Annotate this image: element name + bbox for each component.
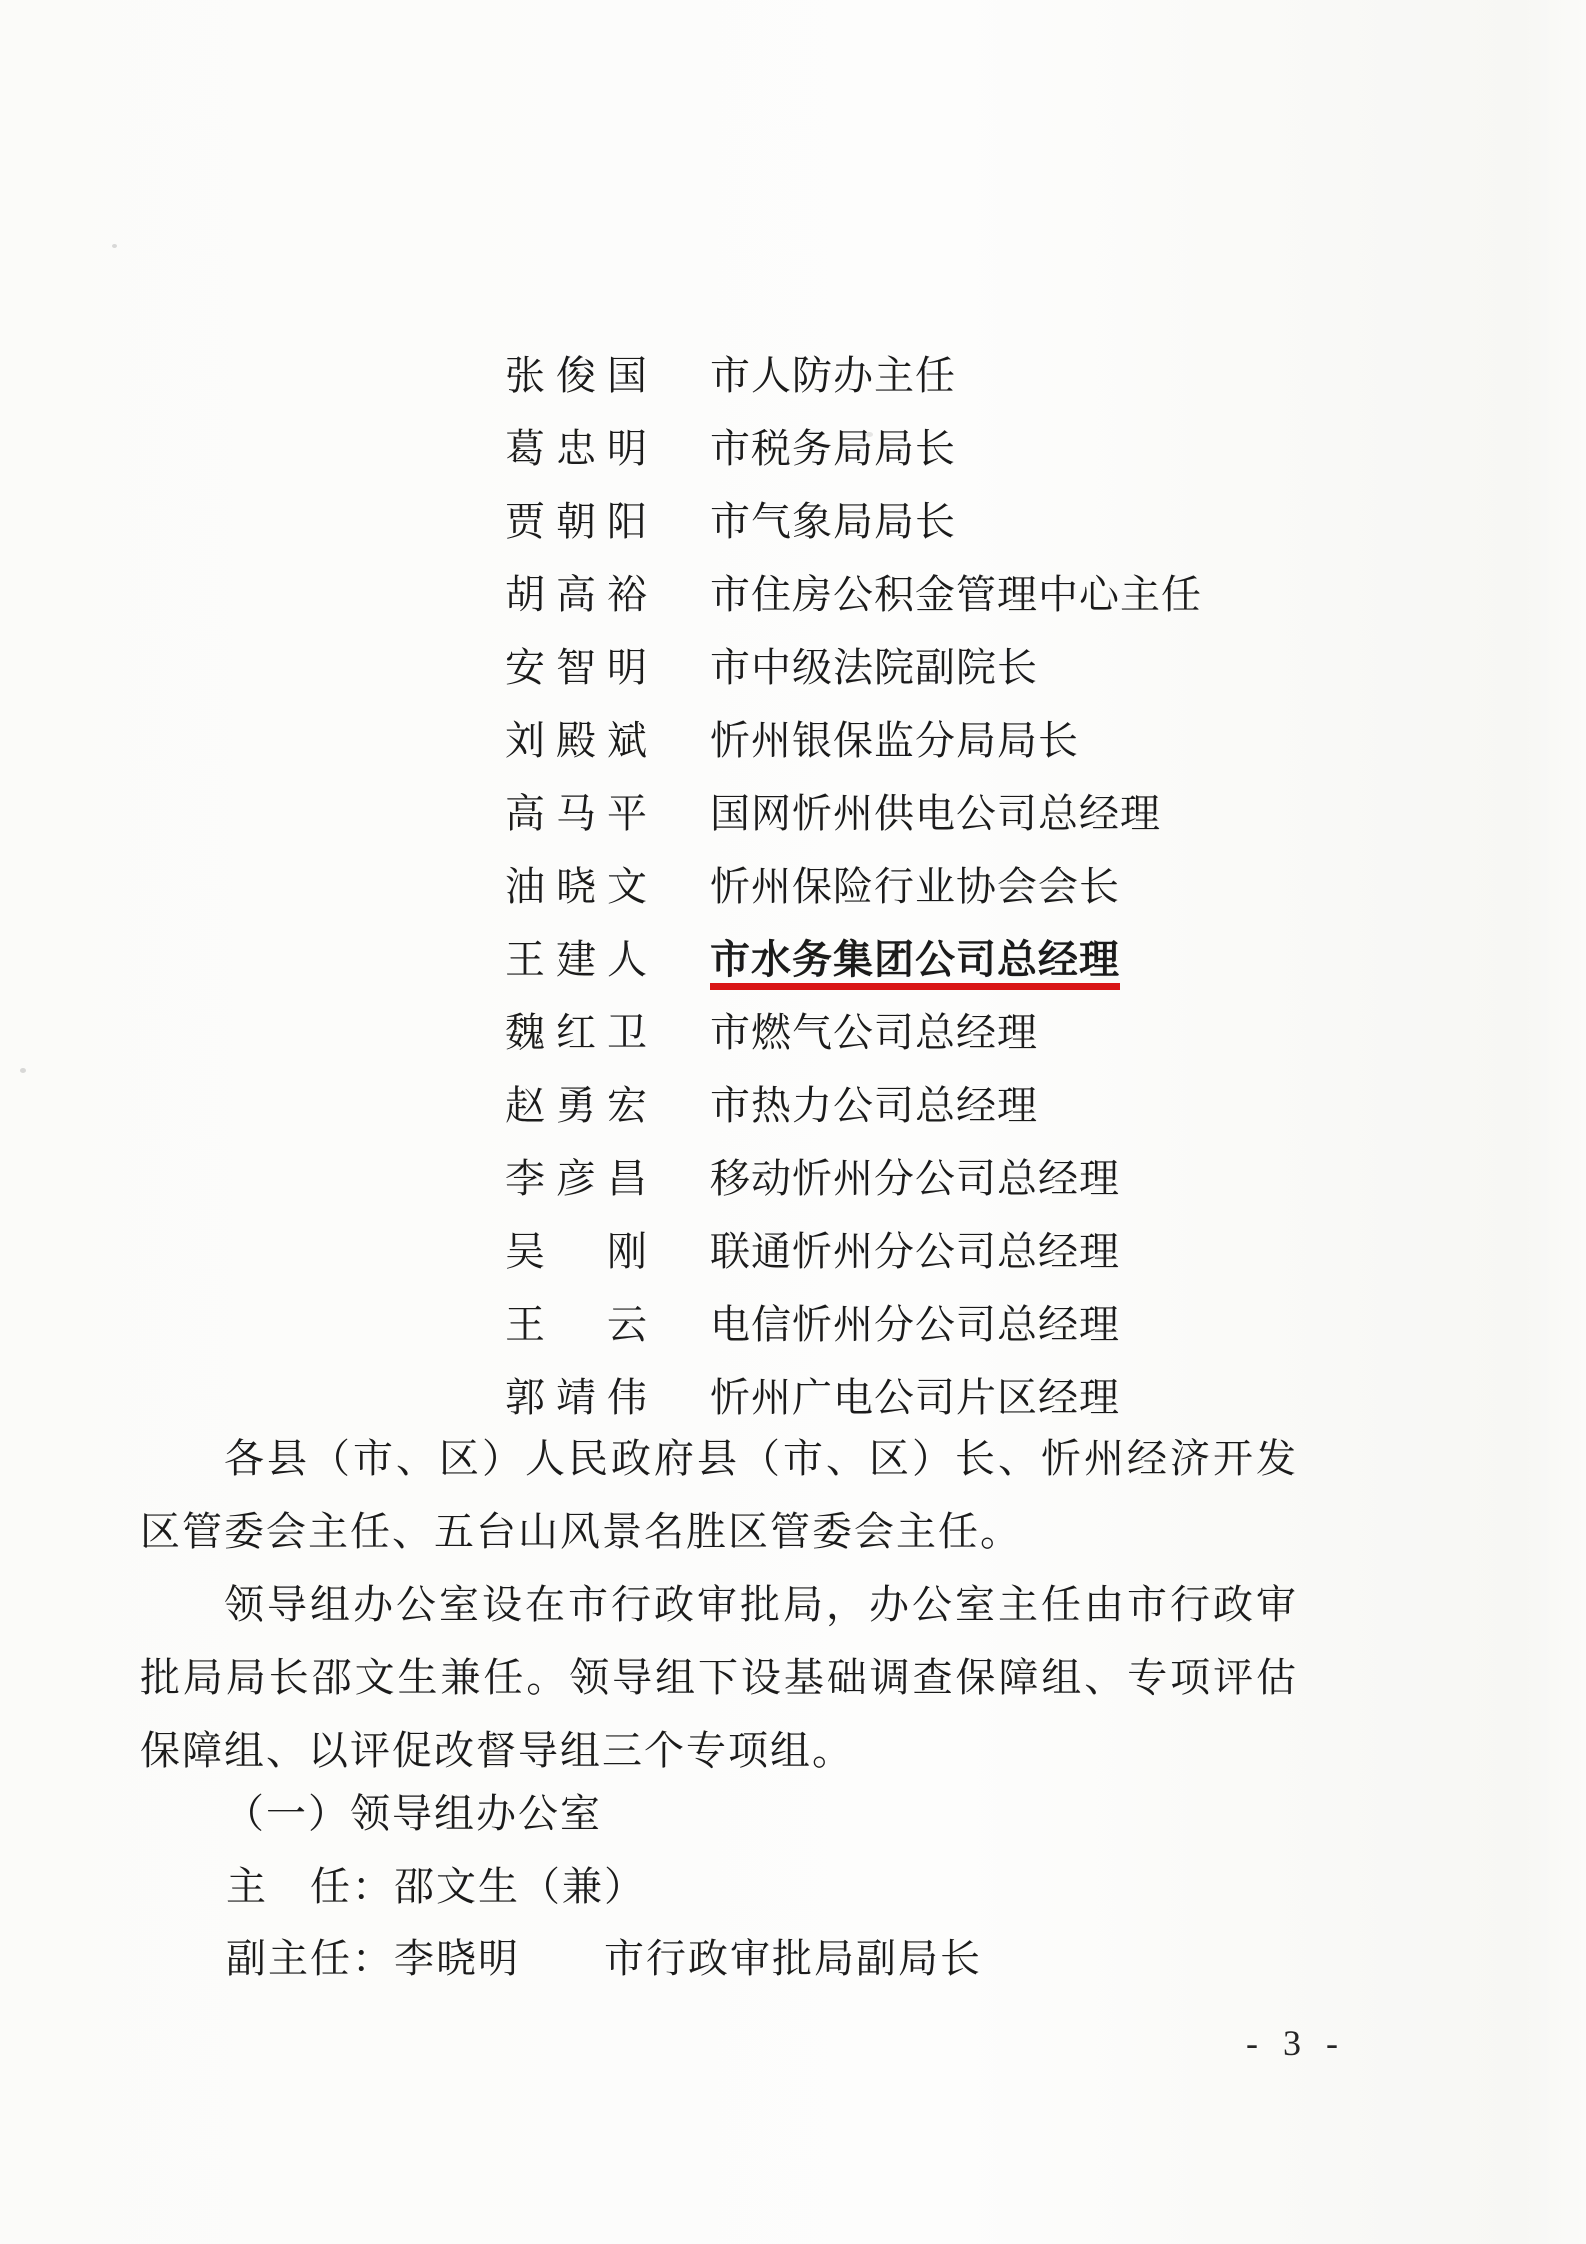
person-title: 忻州银保监分局局长 [710,718,1079,763]
roster-row [505,339,1202,412]
person-title: 国网忻州供电公司总经理 [710,791,1161,836]
person-title: 市水务集团公司总经理 [710,937,1120,990]
person-name: 贾朝阳 [505,499,658,544]
roster-row [505,412,1202,485]
person-name: 胡高裕 [505,572,658,617]
person-title: 市燃气公司总经理 [710,1010,1038,1055]
person-title: 忻州广电公司片区经理 [710,1375,1120,1420]
roster-row [505,850,1202,923]
roster-row [505,631,1202,704]
person-name: 王建人 [505,937,658,982]
roster-row [505,923,1202,996]
person-title: 忻州保险行业协会会长 [710,864,1120,909]
person-name: 王 云 [505,1302,658,1347]
paragraph-county-leaders: 各县（市、区）人民政府县（市、区）长、忻州经济开发区管委会主任、五台山风景名胜区管委会主任。 [140,1436,1298,1554]
section-heading-office: （一）领导组办公室 [224,1791,602,1836]
person-title: 市税务局局长 [710,426,956,471]
scan-speck [866,432,873,437]
person-title: 市热力公司总经理 [710,1083,1038,1128]
director-line: 主 任：邵文生（兼） [226,1864,646,1909]
roster-row [505,777,1202,850]
person-name: 葛忠明 [505,426,658,471]
scan-speck [620,957,628,962]
person-name: 张俊国 [505,353,658,398]
person-title: 市人防办主任 [710,353,956,398]
scan-speck [20,1068,26,1073]
roster-list [505,339,1202,1434]
person-name: 李彦昌 [505,1156,658,1201]
person-title: 电信忻州分公司总经理 [710,1302,1120,1347]
person-name: 油晓文 [505,864,658,909]
roster-row [505,1069,1202,1142]
person-name: 安智明 [505,645,658,690]
roster-row [505,558,1202,631]
person-name: 魏红卫 [505,1010,658,1055]
person-name: 赵勇宏 [505,1083,658,1128]
person-title: 联通忻州分公司总经理 [710,1229,1120,1274]
page-number: - 3 - [1246,2023,1346,2063]
paragraph-office-setup: 领导组办公室设在市行政审批局，办公室主任由市行政审批局局长邵文生兼任。领导组下设基础调查保障组、专项评估保障组、以评促改督导组三个专项组。 [140,1582,1298,1773]
roster-row [505,485,1202,558]
person-title: 市中级法院副院长 [710,645,1038,690]
person-name: 吴 刚 [505,1229,658,1274]
roster-row [505,1142,1202,1215]
roster-row [505,1288,1202,1361]
roster-row [505,704,1202,777]
person-title: 市住房公积金管理中心主任 [710,572,1202,617]
person-name: 高马平 [505,791,658,836]
person-title: 移动忻州分公司总经理 [710,1156,1120,1201]
scan-speck [112,244,117,248]
deputy-line: 副主任：李晓明 市行政审批局副局长 [226,1936,982,1981]
roster-row [505,996,1202,1069]
person-name: 郭靖伟 [505,1375,658,1420]
roster-row [505,1215,1202,1288]
person-name: 刘殿斌 [505,718,658,763]
person-title: 市气象局局长 [710,499,956,544]
